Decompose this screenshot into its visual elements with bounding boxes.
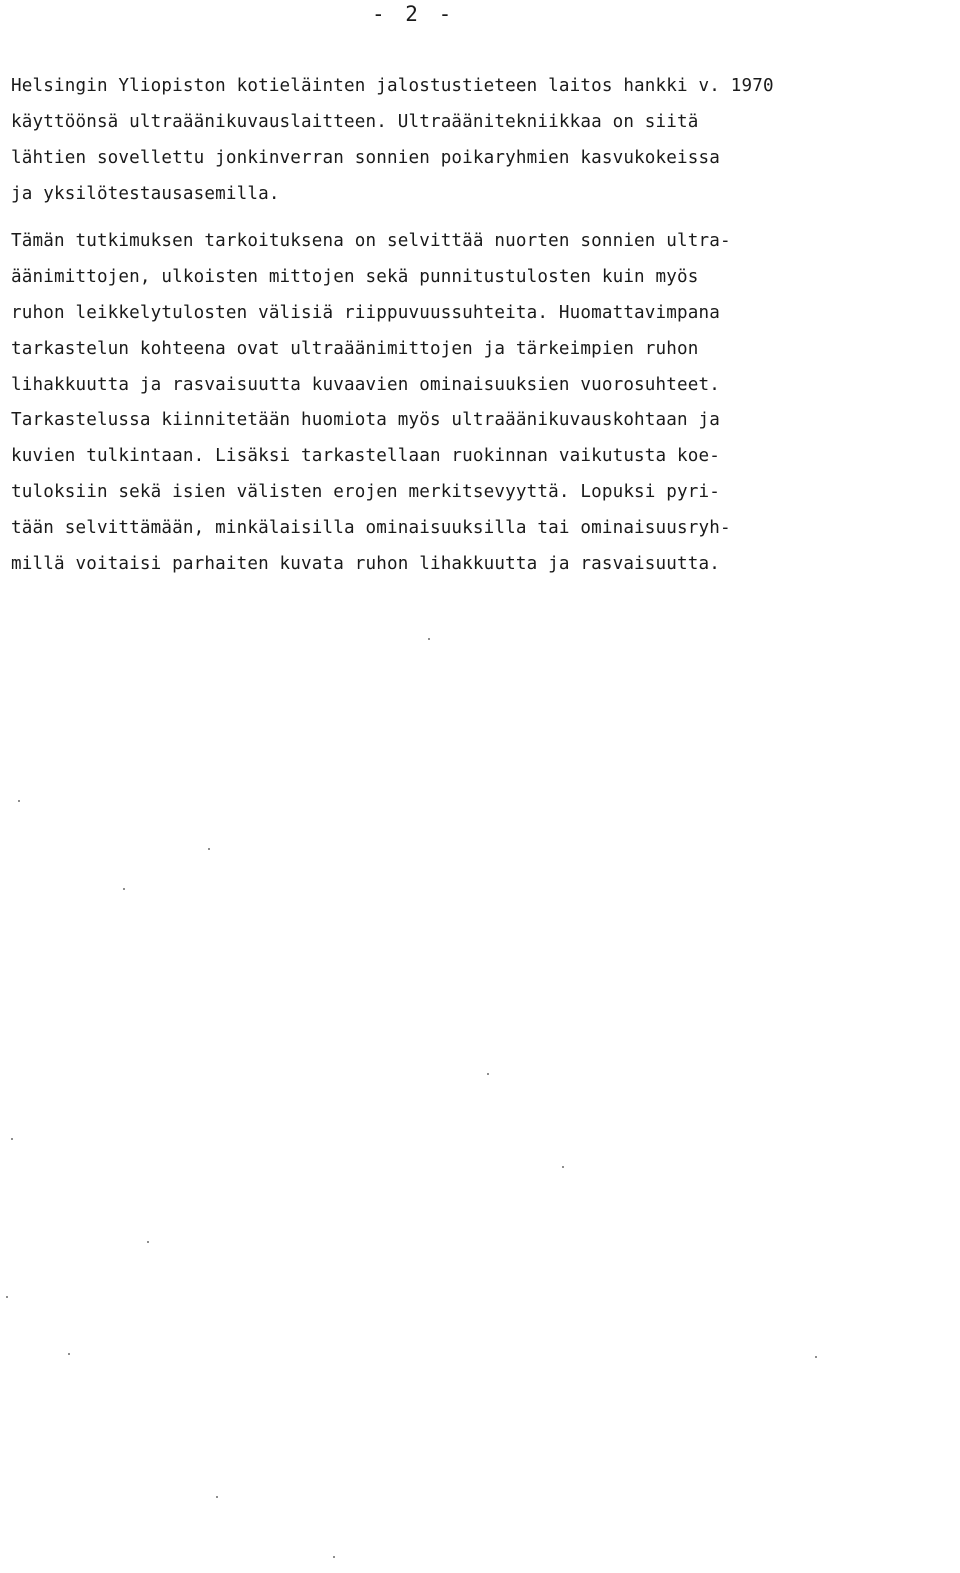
text-line: millä voitaisi parhaiten kuvata ruhon lihakkuutta ja rasvaisuutta. bbox=[11, 554, 720, 575]
text-line: ja yksilötestausasemilla. bbox=[11, 183, 280, 204]
scan-speck bbox=[216, 1496, 218, 1498]
scan-speck bbox=[6, 1296, 8, 1298]
text-line: Tarkastelussa kiinnitetään huomiota myös ultraäänikuvauskohtaan ja bbox=[11, 410, 720, 431]
paragraph-introduction bbox=[11, 69, 956, 213]
text-line: ruhon leikkelytulosten välisiä riippuvuussuhteita. Huomattavimpana bbox=[11, 302, 720, 323]
text-line: käyttöönsä ultraäänikuvauslaitteen. Ultraäänitekniikkaa on siitä bbox=[11, 111, 699, 132]
text-line: kuvien tulkintaan. Lisäksi tarkastellaan ruokinnan vaikutusta koe- bbox=[11, 446, 720, 467]
scan-speck bbox=[562, 1166, 564, 1168]
scan-speck bbox=[428, 638, 430, 640]
text-line: lihakkuutta ja rasvaisuutta kuvaavien ominaisuuksien vuorosuhteet. bbox=[11, 374, 720, 395]
scan-speck bbox=[11, 1138, 13, 1140]
scan-speck bbox=[333, 1556, 335, 1558]
text-line: tuloksiin sekä isien välisten erojen merkitsevyyttä. Lopuksi pyri- bbox=[11, 482, 720, 503]
scan-speck bbox=[123, 888, 125, 890]
paragraph-research-aim bbox=[11, 224, 956, 583]
text-line: tään selvittämään, minkälaisilla ominaisuuksilla tai ominaisuusryh- bbox=[11, 518, 731, 539]
scan-speck bbox=[147, 1241, 149, 1243]
text-line: äänimittojen, ulkoisten mittojen sekä punnitustulosten kuin myös bbox=[11, 266, 699, 287]
text-line: lähtien sovellettu jonkinverran sonnien poikaryhmien kasvukokeissa bbox=[11, 147, 720, 168]
scan-speck bbox=[487, 1073, 489, 1075]
text-line: Tämän tutkimuksen tarkoituksena on selvittää nuorten sonnien ultra- bbox=[11, 231, 731, 251]
scan-speck bbox=[18, 800, 20, 802]
text-line: tarkastelun kohteena ovat ultraäänimittojen ja tärkeimpien ruhon bbox=[11, 338, 699, 359]
scan-speck bbox=[815, 1356, 817, 1358]
page-number: - 2 - bbox=[372, 2, 456, 26]
scan-speck bbox=[208, 848, 210, 850]
text-line: Helsingin Yliopiston kotieläinten jalostustieteen laitos hankki v. 1970 bbox=[11, 76, 774, 96]
scan-speck bbox=[68, 1353, 70, 1355]
